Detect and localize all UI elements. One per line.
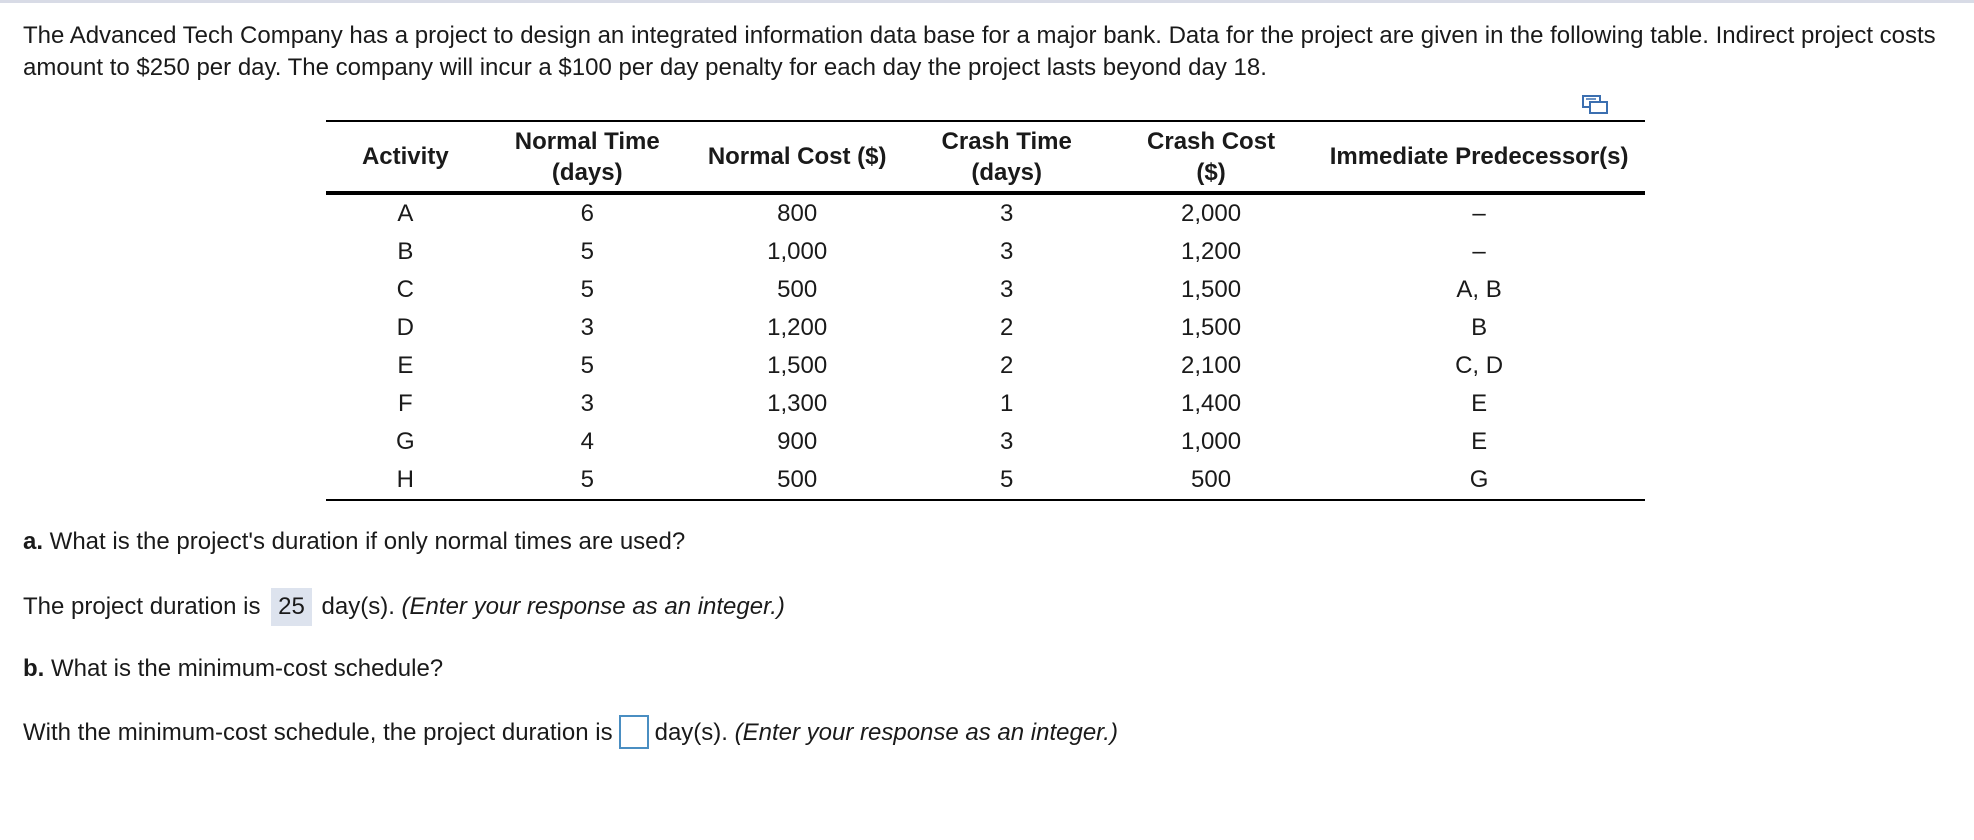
cell-normal-cost: 500	[777, 276, 818, 303]
question-b	[23, 653, 443, 685]
cell-normal-time: 5	[580, 466, 594, 493]
cell-normal-cost: 500	[777, 466, 818, 493]
header-predecessors: Immediate Predecessor(s)	[1329, 143, 1629, 170]
table-row	[326, 461, 1645, 500]
cell-predecessors: E	[1471, 428, 1488, 455]
table-row	[326, 423, 1645, 461]
cell-crash-cost: 1,500	[1181, 276, 1242, 303]
cell-crash-time: 3	[1000, 428, 1014, 455]
cell-crash-cost: 2,100	[1181, 352, 1242, 379]
cell-normal-time: 4	[580, 428, 594, 455]
cell-activity: G	[395, 428, 415, 455]
question-a-text: What is the project's duration if only normal times are used?	[43, 528, 686, 555]
cell-predecessors: –	[1472, 238, 1486, 265]
cell-crash-cost: 1,500	[1181, 314, 1242, 341]
cell-crash-time: 2	[1000, 352, 1014, 379]
cell-activity: A	[397, 200, 414, 227]
answer-a-suffix: day(s).	[321, 593, 395, 620]
copy-table-icon[interactable]	[1582, 95, 1608, 115]
answer-b-prefix: With the minimum-cost schedule, the project duration is	[23, 719, 613, 746]
question-b-text: What is the minimum-cost schedule?	[44, 655, 444, 682]
table-row	[326, 233, 1645, 271]
cell-crash-cost: 1,000	[1181, 428, 1242, 455]
cell-crash-time: 3	[1000, 200, 1014, 227]
answer-a-hint: (Enter your response as an integer.)	[401, 593, 785, 620]
cell-crash-time: 2	[1000, 314, 1014, 341]
cell-normal-time: 5	[580, 352, 594, 379]
table-row	[326, 193, 1645, 233]
cell-predecessors: C, D	[1455, 352, 1504, 379]
cell-normal-time: 5	[580, 276, 594, 303]
cell-normal-cost: 1,500	[767, 352, 828, 379]
cell-normal-time: 6	[580, 200, 594, 227]
cell-normal-time: 3	[580, 314, 594, 341]
answer-a-value[interactable]: 25	[271, 588, 312, 626]
answer-b-line	[23, 717, 1118, 749]
cell-predecessors: A, B	[1456, 276, 1502, 303]
table-row	[326, 271, 1645, 309]
cell-crash-time: 3	[1000, 238, 1014, 265]
cell-crash-time: 1	[1000, 390, 1014, 417]
cell-normal-cost: 1,300	[767, 390, 828, 417]
cell-activity: B	[397, 238, 414, 265]
cell-crash-cost: 2,000	[1181, 200, 1242, 227]
answer-a-line	[23, 588, 785, 626]
header-crash-cost: Crash Cost ($)	[1147, 127, 1276, 186]
cell-normal-cost: 800	[777, 200, 818, 227]
cell-crash-time: 5	[1000, 466, 1014, 493]
top-border	[0, 0, 1974, 3]
cell-crash-cost: 1,200	[1181, 238, 1242, 265]
answer-a-prefix: The project duration is	[23, 593, 261, 620]
table-row	[326, 385, 1645, 423]
header-crash-time: Crash Time (days)	[941, 127, 1072, 186]
cell-predecessors: B	[1471, 314, 1488, 341]
cell-activity: F	[397, 390, 413, 417]
question-a	[23, 526, 685, 558]
header-activity: Activity	[361, 143, 449, 170]
cell-normal-cost: 1,200	[767, 314, 828, 341]
cell-normal-time: 3	[580, 390, 594, 417]
answer-b-suffix: day(s).	[654, 719, 728, 746]
answer-b-input[interactable]	[619, 715, 649, 749]
cell-activity: E	[397, 352, 414, 379]
cell-crash-time: 3	[1000, 276, 1014, 303]
cell-predecessors: E	[1471, 390, 1488, 417]
question-a-label: a.	[23, 528, 44, 555]
cell-crash-cost: 1,400	[1181, 390, 1242, 417]
project-data-table	[326, 120, 1645, 501]
cell-predecessors: G	[1469, 466, 1489, 493]
cell-crash-cost: 500	[1191, 466, 1232, 493]
question-b-label: b.	[23, 655, 45, 682]
cell-normal-cost: 900	[777, 428, 818, 455]
cell-predecessors: –	[1472, 200, 1486, 227]
cell-activity: H	[396, 466, 414, 493]
table-row	[326, 309, 1645, 347]
cell-activity: C	[396, 276, 414, 303]
cell-normal-cost: 1,000	[767, 238, 828, 265]
header-normal-cost: Normal Cost ($)	[707, 143, 887, 170]
problem-statement: The Advanced Tech Company has a project to design an integrated information data base for a major bank. Data for the project are given in the following table. Indirect project costs amount to $250 per day. The company will incur a $100 per day penalty for each day the project lasts beyond day 18.	[23, 22, 1936, 81]
header-normal-time: Normal Time (days)	[514, 127, 660, 186]
table-header-row	[326, 121, 1645, 193]
table-row	[326, 347, 1645, 385]
cell-activity: D	[396, 314, 414, 341]
cell-normal-time: 5	[580, 238, 594, 265]
answer-b-hint: (Enter your response as an integer.)	[734, 719, 1118, 746]
